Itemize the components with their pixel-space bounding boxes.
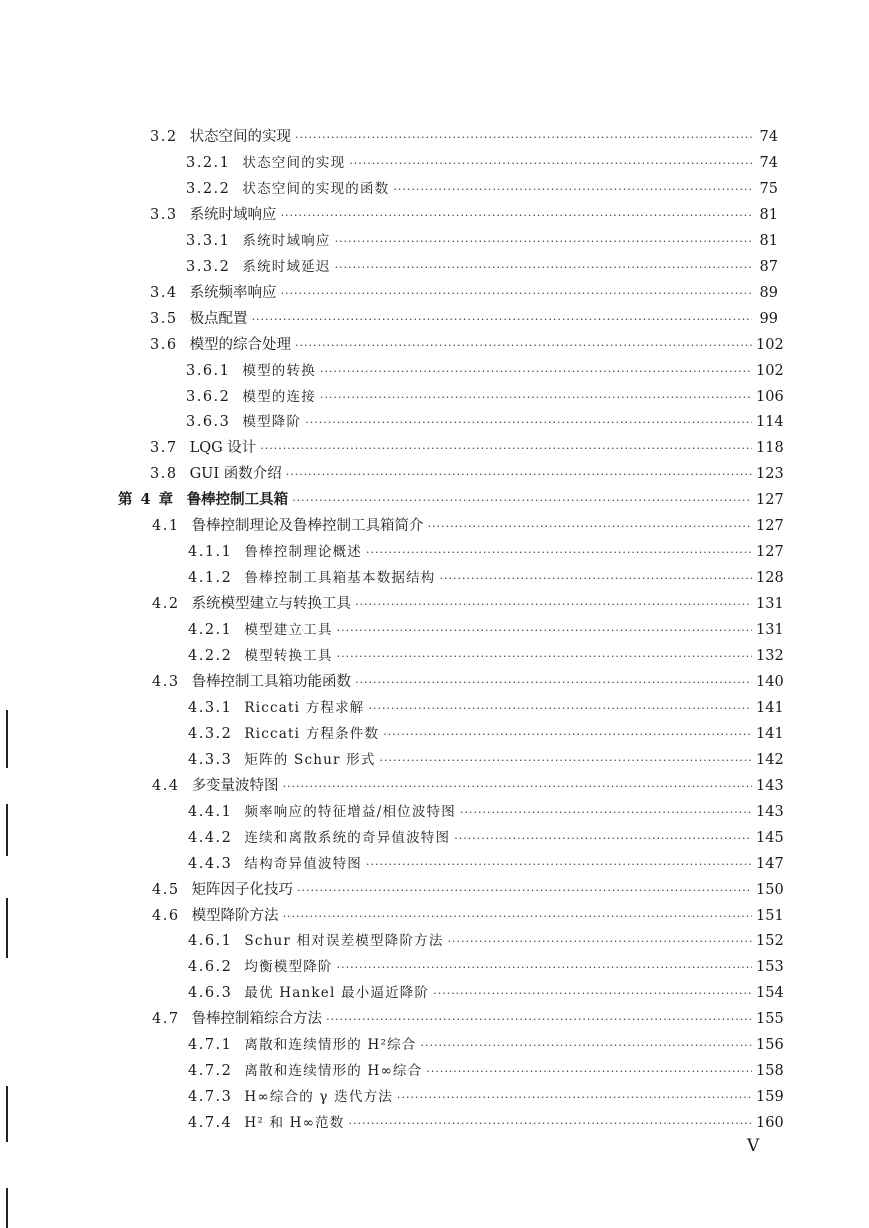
toc-title: 模型转换工具	[244, 648, 333, 664]
leader-dots	[260, 440, 752, 458]
toc-number: 4.5	[152, 881, 180, 898]
toc-page-number: 131	[756, 622, 784, 639]
toc-page-number: 118	[756, 440, 784, 457]
leader-dots	[320, 389, 752, 407]
scan-edge-mark	[6, 1086, 8, 1142]
toc-page-number: 87	[759, 258, 778, 275]
toc-title: 离散和连续情形的 H∞综合	[244, 1063, 423, 1080]
toc-subsection	[188, 1088, 784, 1106]
scan-edge-mark	[6, 804, 8, 856]
leader-dots	[297, 882, 752, 900]
toc-number: 3.6	[150, 336, 178, 353]
toc-title: 连续和离散系统的奇异值波特图	[244, 829, 451, 846]
toc-title: 模型的转换	[242, 362, 316, 379]
toc-subsection	[188, 1062, 784, 1080]
toc-title: 鲁棒控制箱综合方法	[191, 1011, 323, 1028]
leader-dots	[369, 700, 753, 718]
leader-dots	[305, 414, 752, 432]
toc-title: 极点配置	[189, 310, 248, 327]
toc-page-number: 74	[759, 154, 778, 171]
toc-subsection	[188, 699, 784, 717]
toc-number: 第 4 章	[118, 491, 175, 509]
toc-page-number: 75	[759, 180, 778, 197]
toc-number: 4.6	[152, 907, 180, 924]
leader-dots	[320, 363, 752, 381]
toc-page-number: 143	[756, 803, 784, 820]
toc-number: 3.5	[150, 310, 178, 327]
toc-number: 4.1.1	[188, 544, 233, 561]
toc-number: 3.6.1	[186, 362, 231, 379]
toc-number: 3.6.3	[186, 414, 231, 431]
toc-number: 4.7.4	[188, 1115, 233, 1132]
toc-title: 系统时域延迟	[242, 258, 331, 275]
toc-number: 3.2.2	[186, 180, 231, 197]
toc-page-number: 132	[756, 648, 784, 664]
toc-page-number: 99	[759, 310, 778, 327]
toc-page-number: 127	[756, 544, 784, 561]
page-number: V	[747, 1136, 760, 1156]
toc-section	[152, 517, 784, 535]
toc-subsection	[188, 621, 784, 639]
toc-number: 4.4.3	[188, 855, 233, 872]
leader-dots	[337, 648, 752, 666]
toc-page-number: 74	[759, 129, 778, 145]
toc-number: 4.2	[152, 596, 180, 613]
toc-page-number: 150	[756, 881, 784, 898]
toc-subsection	[186, 258, 778, 276]
toc-subsection	[188, 932, 784, 950]
toc-title: 鲁棒控制理论及鲁棒控制工具箱简介	[191, 518, 424, 535]
toc-title: 鲁棒控制工具箱	[186, 491, 289, 509]
toc-subsection	[186, 154, 778, 172]
toc-section	[150, 310, 778, 328]
toc-number: 4.7.2	[188, 1063, 233, 1080]
toc-section	[150, 465, 784, 483]
leader-dots	[454, 830, 752, 848]
toc-title: 多变量波特图	[191, 777, 279, 794]
toc-title: 矩阵因子化技巧	[191, 881, 294, 898]
toc-title: 离散和连续情形的 H²综合	[244, 1037, 417, 1054]
toc-number: 4.4.1	[188, 803, 233, 820]
toc-number: 4.6.3	[188, 985, 233, 1002]
toc-page-number: 81	[759, 232, 778, 249]
toc-number: 3.3.2	[186, 258, 231, 275]
leader-dots	[292, 492, 752, 510]
toc-subsection	[188, 725, 784, 743]
leader-dots	[281, 207, 752, 225]
toc-number: 4.4.2	[188, 829, 233, 846]
leader-dots	[426, 1063, 752, 1081]
toc-section	[152, 1010, 784, 1028]
leader-dots	[355, 596, 752, 614]
scan-edge-mark	[6, 898, 8, 958]
toc-subsection	[186, 362, 784, 380]
toc-section	[152, 595, 784, 613]
toc-page-number: 102	[756, 336, 784, 353]
leader-dots	[281, 285, 752, 303]
scan-edge-mark	[6, 710, 8, 768]
leader-dots	[366, 856, 752, 874]
scan-edge-mark	[6, 1188, 8, 1228]
toc-page-number: 142	[756, 751, 784, 768]
toc-subsection	[186, 180, 778, 198]
toc-subsection	[188, 1036, 784, 1054]
toc-number: 4.7.1	[188, 1037, 233, 1054]
leader-dots	[380, 752, 752, 770]
leader-dots	[283, 908, 752, 926]
toc-title: 模型降阶	[242, 414, 302, 431]
toc-subsection	[188, 958, 784, 976]
toc-page-number: 81	[759, 206, 778, 223]
toc-title: 鲁棒控制工具箱基本数据结构	[244, 570, 436, 587]
toc-page-number: 102	[756, 362, 784, 379]
toc-number: 4.3.3	[188, 751, 233, 768]
toc-page-number: 106	[756, 388, 784, 405]
leader-dots	[337, 959, 752, 977]
toc-page-number: 131	[756, 596, 784, 613]
toc-title: 系统时域响应	[189, 206, 277, 223]
toc-page-number: 156	[756, 1037, 784, 1054]
leader-dots	[335, 233, 752, 251]
toc-subsection	[188, 855, 784, 873]
toc-title: 矩阵的 Schur 形式	[244, 751, 376, 768]
leader-dots	[383, 726, 752, 744]
toc-subsection	[188, 543, 784, 561]
toc-page-number: 127	[756, 492, 784, 509]
leader-dots	[295, 337, 752, 355]
toc-title: 模型的连接	[242, 388, 316, 405]
toc-section	[150, 336, 784, 354]
leader-dots	[283, 778, 752, 796]
toc-subsection	[188, 803, 784, 821]
toc-page-number: 89	[759, 284, 778, 301]
toc-title: 鲁棒控制理论概述	[244, 544, 363, 561]
leader-dots	[326, 1011, 752, 1029]
toc-page-number: 158	[756, 1063, 784, 1080]
toc-subsection	[188, 751, 784, 769]
toc-subsection	[186, 388, 784, 406]
leader-dots	[349, 155, 752, 173]
leader-dots	[428, 518, 752, 536]
leader-dots	[337, 622, 752, 640]
toc-page-number: 153	[756, 959, 784, 976]
toc-page-number: 143	[756, 777, 784, 794]
toc-title: 模型降阶方法	[191, 907, 279, 924]
toc-title: Schur 相对误差模型降阶方法	[244, 933, 444, 950]
toc-number: 4.6.2	[188, 959, 233, 976]
toc-chapter	[118, 491, 784, 509]
toc-title: 均衡模型降阶	[244, 959, 333, 976]
toc-title: 模型建立工具	[244, 622, 333, 639]
leader-dots	[252, 311, 752, 329]
toc-page-number: 159	[756, 1089, 784, 1106]
toc-title: 结构奇异值波特图	[244, 855, 363, 872]
toc-number: 4.3.1	[188, 699, 233, 716]
toc-number: 4.7.3	[188, 1089, 233, 1106]
toc-subsection	[188, 569, 784, 587]
toc-page-number: 151	[756, 907, 784, 924]
toc-title: 系统频率响应	[189, 284, 277, 301]
leader-dots	[335, 259, 752, 277]
toc-section	[150, 284, 778, 302]
leader-dots	[295, 129, 752, 147]
toc-title: 系统模型建立与转换工具	[191, 596, 352, 613]
toc-section	[150, 439, 784, 457]
toc-page-number: 127	[756, 518, 784, 535]
toc-section	[152, 777, 784, 795]
toc-page-number: 141	[756, 725, 784, 742]
leader-dots	[420, 1037, 752, 1055]
toc-title: 鲁棒控制工具箱功能函数	[191, 673, 352, 690]
toc-page-number: 140	[756, 673, 784, 690]
toc-section	[152, 907, 784, 925]
toc-section	[150, 128, 778, 146]
toc-page-number: 145	[756, 829, 784, 846]
toc-number: 3.2	[150, 129, 178, 145]
toc-subsection	[186, 413, 784, 431]
leader-dots	[393, 181, 752, 199]
toc-title: 系统时域响应	[242, 232, 331, 249]
toc-page-number: 128	[756, 570, 784, 587]
toc-title: 频率响应的特征增益/相位波特图	[244, 803, 456, 820]
leader-dots	[397, 1089, 752, 1107]
leader-dots	[448, 933, 752, 951]
toc-subsection	[188, 829, 784, 847]
toc-page-number: 147	[756, 855, 784, 872]
toc-subsection	[188, 984, 784, 1002]
toc-number: 4.1.2	[188, 570, 233, 587]
toc-number: 3.4	[150, 284, 178, 301]
toc-number: 3.6.2	[186, 388, 231, 405]
toc-page-number: 123	[756, 466, 784, 483]
toc-page-number: 141	[756, 699, 784, 716]
toc-section	[152, 673, 784, 691]
toc-number: 3.8	[150, 466, 178, 483]
toc-number: 3.3	[150, 206, 178, 223]
toc-number: 4.6.1	[188, 933, 233, 950]
toc-page-number: 154	[756, 985, 784, 1002]
toc-title: 状态空间的实现	[242, 154, 346, 171]
leader-dots	[366, 544, 752, 562]
toc-number: 4.2.1	[188, 622, 233, 639]
toc-title: Riccati 方程条件数	[244, 725, 380, 742]
toc-number: 4.7	[152, 1011, 180, 1028]
toc-page-number: 160	[756, 1115, 784, 1132]
toc-section	[150, 206, 778, 224]
toc-number: 4.1	[152, 518, 180, 535]
toc-subsection	[188, 647, 784, 665]
toc-title: GUI 函数介绍	[189, 466, 282, 483]
toc-number: 4.3	[152, 673, 180, 690]
toc-title: 模型的综合处理	[189, 336, 292, 353]
toc-title: H² 和 H∞范数	[244, 1115, 345, 1132]
toc-section	[152, 881, 784, 899]
toc-number: 4.4	[152, 777, 180, 794]
leader-dots	[286, 466, 752, 484]
leader-dots	[355, 674, 752, 692]
toc-page-number: 155	[756, 1011, 784, 1028]
toc-title: 最优 Hankel 最小逼近降阶	[244, 985, 430, 1002]
toc-subsection	[186, 232, 778, 250]
toc-number: 4.2.2	[188, 648, 233, 664]
leader-dots	[433, 985, 752, 1003]
leader-dots	[349, 1115, 753, 1133]
leader-dots	[440, 570, 752, 588]
toc-subsection	[188, 1114, 784, 1132]
toc-title: 状态空间的实现	[189, 129, 292, 145]
toc-number: 3.7	[150, 440, 178, 457]
toc-title: Riccati 方程求解	[244, 699, 365, 716]
toc-number: 3.3.1	[186, 232, 231, 249]
toc-number: 4.3.2	[188, 725, 233, 742]
toc-title: H∞综合的 γ 迭代方法	[244, 1089, 393, 1106]
toc-page-number: 152	[756, 933, 784, 950]
toc-page-number: 114	[756, 414, 784, 431]
toc-title: LQG 设计	[189, 440, 257, 457]
toc-title: 状态空间的实现的函数	[242, 180, 390, 197]
toc-number: 3.2.1	[186, 154, 231, 171]
leader-dots	[460, 804, 752, 822]
